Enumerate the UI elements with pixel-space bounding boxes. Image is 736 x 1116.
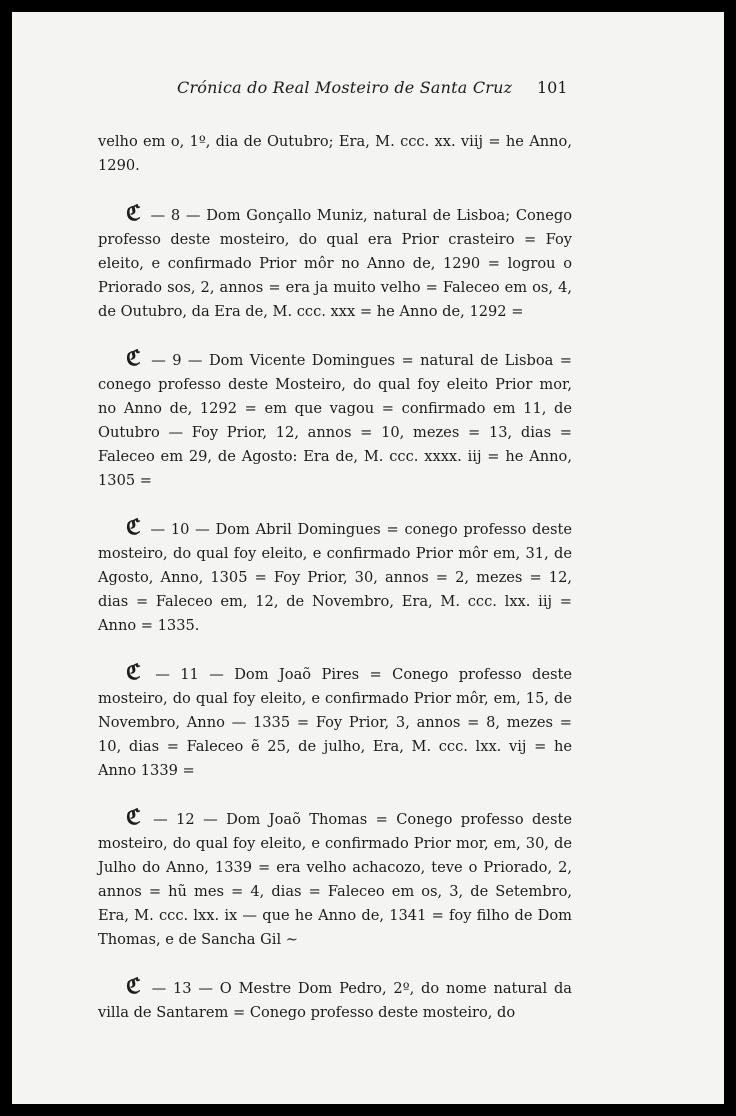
paragraph-mark-icon: ℭ xyxy=(126,345,141,370)
entry-9 xyxy=(98,345,572,493)
paragraph-mark-icon: ℭ xyxy=(126,200,141,225)
paragraph-mark-icon: ℭ xyxy=(126,973,141,998)
page-number: 101 xyxy=(537,78,568,97)
paragraph-mark-icon: ℭ xyxy=(126,659,141,684)
paragraph-text: — 12 — Dom Joaõ Thomas = Conego professo deste mosteiro, do qual foy eleito, e confirmado Prior mor, em, 30, de Julho do Anno, 1339 = era velho achacozo, teve o Priorado, 2, annos = hũ mes = 4, dias = Faleceo em os, 3, de Setembro, Era, M. ccc. lxx. ix — que he Anno de, 1341 = foy filho de Dom Thomas, e de Sancha Gil ∼ xyxy=(98,811,573,948)
book-page xyxy=(12,12,724,1104)
page-header xyxy=(12,78,724,108)
paragraph-continuation xyxy=(98,130,572,178)
paragraph-mark-icon: ℭ xyxy=(126,514,141,539)
entry-11 xyxy=(98,659,572,783)
running-title: Crónica do Real Mosteiro de Santa Cruz xyxy=(177,78,513,97)
page-body xyxy=(98,130,572,1050)
paragraph-text: — 8 — Dom Gonçallo Muniz, natural de Lisboa; Conego professo deste mosteiro, do qual era Prior crasteiro = Foy eleito, e confirmado Prior môr no Anno de, 1290 = logrou o Priorado sos, 2, annos = era ja muito velho = Faleceo em os, 4, de Outubro, da Era de, M. ccc. xxx = he Anno de, 1292 = xyxy=(98,207,572,320)
paragraph-mark-icon: ℭ xyxy=(126,804,141,829)
paragraph-text: — 13 — O Mestre Dom Pedro, 2º, do nome natural da villa de Santarem = Conego professo deste mosteiro, do xyxy=(98,980,573,1021)
paragraph-text: — 11 — Dom Joaõ Pires = Conego professo deste mosteiro, do qual foy eleito, e confirmado Prior môr, em, 15, de Novembro, Anno — 1335 = Foy Prior, 3, annos = 8, mezes = 10, dias = Faleceo ẽ 25, de julho, Era, M. ccc. lxx. vij = he Anno 1339 = xyxy=(98,666,572,779)
entry-8 xyxy=(98,200,572,324)
entry-13 xyxy=(98,973,573,1025)
entry-12 xyxy=(98,804,573,952)
paragraph-text: velho em o, 1º, dia de Outubro; Era, M. ccc. xx. viij = he Anno, 1290. xyxy=(98,133,572,174)
entry-10 xyxy=(98,514,572,638)
paragraph-text: — 10 — Dom Abril Domingues = conego professo deste mosteiro, do qual foy eleito, e confirmado Prior môr em, 31, de Agosto, Anno, 1305 = Foy Prior, 30, annos = 2, mezes = 12, dias = Faleceo em, 12, de Novembro, Era, M. ccc. lxx. iij = Anno = 1335. xyxy=(98,521,572,634)
paragraph-text: — 9 — Dom Vicente Domingues = natural de Lisboa = conego professo deste Mosteiro, do qual foy eleito Prior mor, no Anno de, 1292 = em que vagou = confirmado em 11, de Outubro — Foy Prior, 12, annos = 10, mezes = 13, dias = Faleceo em 29, de Agosto: Era de, M. ccc. xxxx. iij = he Anno, 1305 = xyxy=(98,352,572,489)
